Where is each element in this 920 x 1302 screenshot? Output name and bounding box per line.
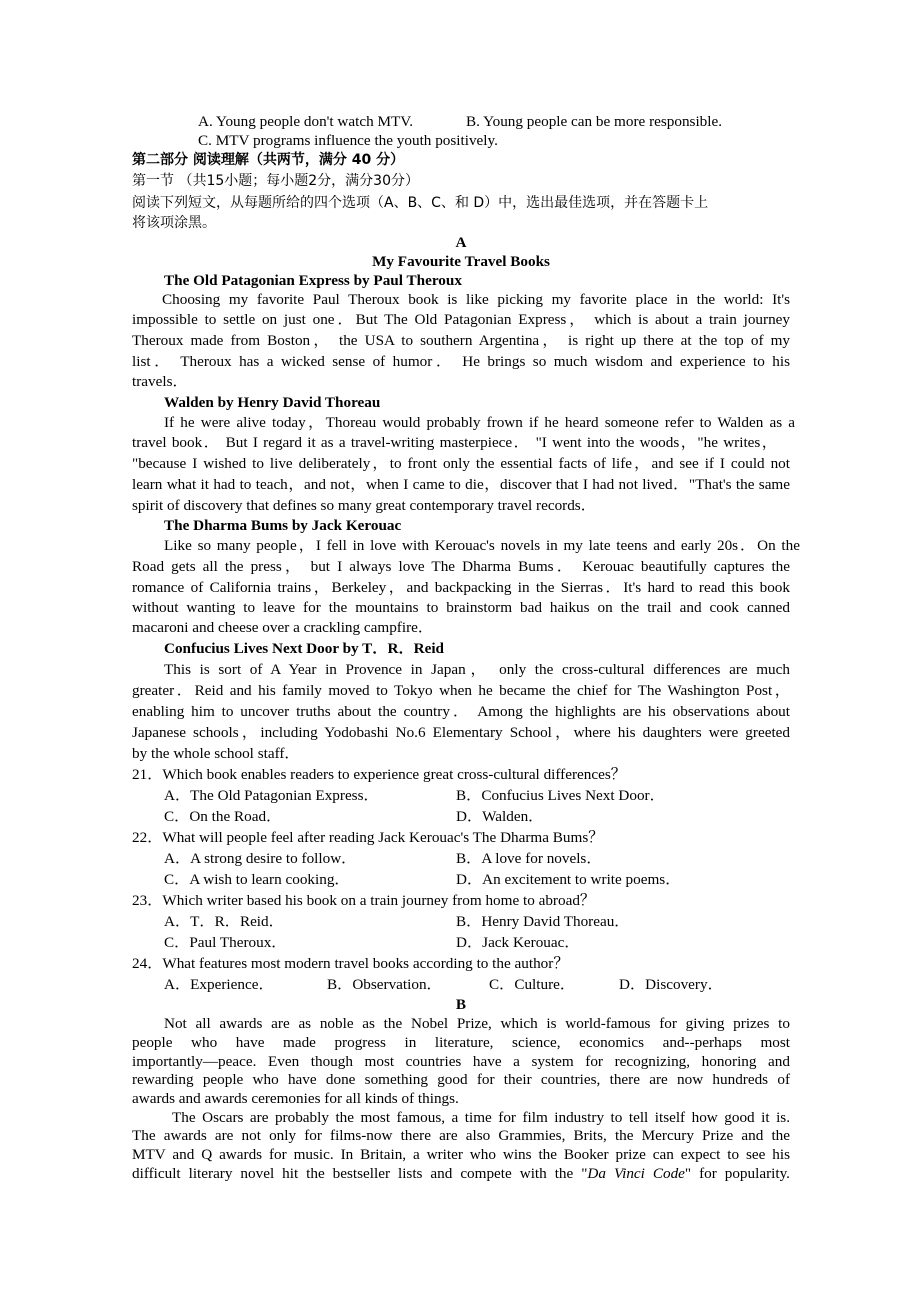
question-stem: 21．Which book enables readers to experience great cross-cultural differences？ bbox=[132, 766, 626, 783]
book-text-line: Theroux made from Boston， the USA to southern Argentina， is right up there at the top of my bbox=[132, 332, 790, 349]
question-stem: 24．What features most modern travel books according to the author？ bbox=[132, 955, 569, 972]
book-text-line: learn what it had to teach，and not，when I came to die，discover that I had not lived．"That's the same bbox=[132, 476, 790, 493]
instructions-line-2: 将该项涂黑。 bbox=[132, 215, 216, 231]
passage-b-line: The Oscars are probably the most famous, a time for film industry to tell itself how good it is. bbox=[172, 1109, 790, 1126]
book-text-line: greater．Reid and his family moved to Tokyo when he became the chief for The Washington Post， bbox=[132, 682, 790, 699]
book-text-line: list． Theroux has a wicked sense of humor． He brings so much wisdom and experience to his bbox=[132, 353, 790, 370]
answer-option[interactable]: C．Culture． bbox=[489, 976, 576, 993]
passage-a-title: My Favourite Travel Books bbox=[372, 253, 550, 270]
answer-option[interactable]: D．Discovery． bbox=[619, 976, 723, 993]
book-heading: Walden by Henry David Thoreau bbox=[164, 394, 381, 411]
book-text-line: romance of California trains，Berkeley，and backpacking in the Sierras．It's hard to read this book bbox=[132, 579, 790, 596]
book-text-line: macaroni and cheese over a crackling campfire． bbox=[132, 619, 434, 636]
book-text-line: without wanting to leave for the mountains to brainstorm bad haikus on the trail and cook canned bbox=[132, 599, 790, 616]
book-text-line: Japanese schools，including Yodobashi No.6 Elementary School，where his daughters were greeted bbox=[132, 724, 790, 741]
answer-option[interactable]: C．On the Road． bbox=[164, 808, 282, 825]
answer-option[interactable]: B．Observation． bbox=[327, 976, 442, 993]
passage-b-letter: B bbox=[455, 996, 467, 1013]
book-text-line: impossible to settle on just one．But The Old Patagonian Express， which is about a train journey bbox=[132, 311, 790, 328]
answer-option[interactable]: B．Confucius Lives Next Door． bbox=[456, 787, 665, 804]
passage-b-text: difficult literary novel hit the bestseller lists and compete with the " bbox=[132, 1165, 588, 1182]
answer-option[interactable]: A．The Old Patagonian Express． bbox=[164, 787, 379, 804]
passage-b-line: people who have made progress in literature, science, economics and--perhaps most bbox=[132, 1034, 790, 1051]
book-heading: The Dharma Bums by Jack Kerouac bbox=[164, 517, 402, 534]
answer-option[interactable]: B．A love for novels． bbox=[456, 850, 602, 867]
book-title-italic: Da Vinci Code bbox=[587, 1165, 685, 1182]
book-text-line: enabling him to uncover truths about the country． Among the highlights are his observations about bbox=[132, 703, 790, 720]
book-text-line: travels． bbox=[132, 373, 188, 390]
instructions-line-1: 阅读下列短文，从每题所给的四个选项（A、B、C、和 D）中，选出最佳选项，并在答题卡上 bbox=[132, 195, 709, 211]
passage-b-line bbox=[132, 1164, 790, 1184]
answer-option[interactable]: D．Walden． bbox=[456, 808, 544, 825]
option-c: C. MTV programs influence the youth positively. bbox=[198, 132, 498, 149]
passage-b-text: " for popularity. bbox=[684, 1165, 790, 1182]
answer-option[interactable]: C．A wish to learn cooking． bbox=[164, 871, 350, 888]
passage-b-line: The awards are not only for films-now there are also Grammies, Brits, the Mercury Prize and the bbox=[132, 1127, 790, 1144]
book-text-line: If he were alive today，Thoreau would probably frown if he heard someone refer to Walden as a bbox=[164, 414, 795, 431]
part2-title: 第二部分 阅读理解（共两节，满分 40 分） bbox=[132, 152, 405, 168]
passage-b-line: MTV and Q awards for music. In Britain, a writer who wins the Booker prize can expect to see his bbox=[132, 1146, 790, 1163]
answer-option[interactable]: D．Jack Kerouac． bbox=[456, 934, 580, 951]
book-text-line: spirit of discovery that defines so many great contemporary travel records． bbox=[132, 497, 596, 514]
passage-b-line: awards and awards ceremonies for all kinds of things. bbox=[132, 1090, 459, 1107]
answer-option[interactable]: A．T．R．Reid． bbox=[164, 913, 284, 930]
passage-b-line: importantly—peace. Even though most countries have a system for recognizing, honoring and bbox=[132, 1053, 790, 1070]
answer-option[interactable]: B．Henry David Thoreau． bbox=[456, 913, 630, 930]
book-heading: Confucius Lives Next Door by T．R．Reid bbox=[164, 640, 445, 657]
answer-option[interactable]: C．Paul Theroux． bbox=[164, 934, 287, 951]
book-text-line: Road gets all the press， but I always love The Dharma Bums． Kerouac beautifully captures the bbox=[132, 558, 790, 575]
passage-b-line: Not all awards are as noble as the Nobel Prize, which is world-famous for giving prizes to bbox=[164, 1015, 790, 1032]
book-text-line: travel book． But I regard it as a travel-writing masterpiece． "I went into the woods，"he writes， bbox=[132, 434, 777, 451]
question-stem: 22．What will people feel after reading Jack Kerouac's The Dharma Bums？ bbox=[132, 829, 604, 846]
option-a: A. Young people don't watch MTV. bbox=[198, 113, 414, 130]
book-text-line: Choosing my favorite Paul Theroux book is like picking my favorite place in the world: It's bbox=[162, 291, 790, 308]
book-text-line: by the whole school staff． bbox=[132, 745, 300, 762]
book-text-line: Like so many people，I fell in love with Kerouac's novels in my late teens and early 20s．On the bbox=[164, 537, 800, 554]
answer-option[interactable]: A．A strong desire to follow． bbox=[164, 850, 357, 867]
section1-title: 第一节 （共15小题；每小题2分，满分30分） bbox=[132, 173, 419, 189]
question-stem: 23．Which writer based his book on a train journey from home to abroad？ bbox=[132, 892, 596, 909]
book-heading: The Old Patagonian Express by Paul Theroux bbox=[164, 272, 462, 289]
book-text-line: "because I wished to live deliberately，to front only the essential facts of life，and see if I could not bbox=[132, 455, 790, 472]
answer-option[interactable]: A．Experience． bbox=[164, 976, 274, 993]
passage-a-letter: A bbox=[455, 234, 467, 251]
book-text-line: This is sort of A Year in Provence in Japan， only the cross-cultural differences are much bbox=[164, 661, 790, 678]
option-b: B. Young people can be more responsible. bbox=[466, 113, 723, 130]
passage-b-line: rewarding people who have done something good for their countries, there are now hundreds of bbox=[132, 1071, 790, 1088]
answer-option[interactable]: D．An excitement to write poems． bbox=[456, 871, 681, 888]
